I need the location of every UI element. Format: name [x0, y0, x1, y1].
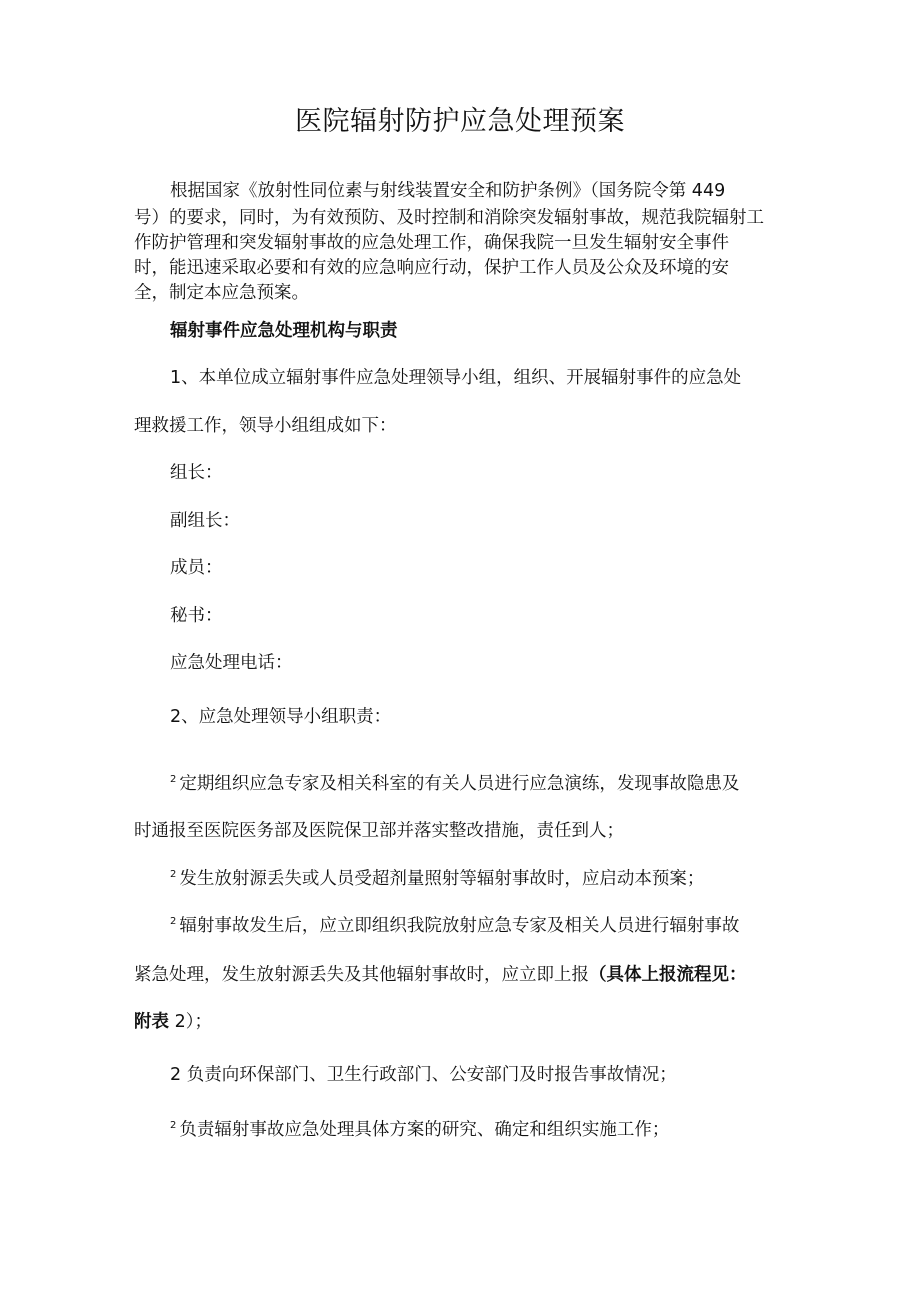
duty-text: 2）；	[169, 1012, 212, 1032]
document-title: 医院辐射防护应急处理预案	[295, 106, 625, 137]
intro-line: 根据国家《放射性同位素与射线装置安全和防护条例》（国务院令第 449	[170, 181, 726, 201]
intro-line: 作防护管理和突发辐射事故的应急处理工作，确保我院一旦发生辐射安全事件	[134, 233, 729, 253]
duty-item	[170, 866, 784, 895]
intro-line: 时，能迅速采取必要和有效的应急响应行动，保护工作人员及公众及环境的安	[134, 258, 729, 278]
bullet-marker: 2	[170, 1120, 177, 1131]
item2-heading: 2、应急处理领导小组职责：	[170, 707, 392, 727]
duty-text: 辐射事故发生后，应立即组织我院放射应急专家及相关人员进行辐射事故	[179, 916, 740, 936]
bullet-marker: 2	[170, 916, 177, 927]
duty-text: 发生放射源丢失或人员受超剂量照射等辐射事故时，应启动本预案；	[179, 869, 705, 889]
intro-line: 号）的要求，同时，为有效预防、及时控制和消除突发辐射事故，规范我院辐射工	[134, 208, 764, 228]
duty-line	[134, 1009, 784, 1035]
item1-line: 理救援工作，领导小组组成如下：	[134, 416, 397, 436]
item1-line: 1、本单位成立辐射事件应急处理领导小组，组织、开展辐射事件的应急处	[170, 368, 742, 388]
bullet-marker: 2	[170, 869, 177, 880]
duty-item: 2 负责向环保部门、卫生行政部门、公安部门及时报告事故情况；	[170, 1065, 677, 1085]
role-leader: 组长：	[170, 463, 223, 483]
duty-line: 时通报至医院医务部及医院保卫部并落实整改措施，责任到人；	[134, 821, 624, 841]
bullet-marker: 2	[170, 774, 177, 785]
duty-text: 负责辐射事故应急处理具体方案的研究、确定和组织实施工作；	[179, 1120, 670, 1140]
duty-text: 定期组织应急专家及相关科室的有关人员进行应急演练，发现事故隐患及	[179, 774, 740, 794]
duty-text: 紧急处理，发生放射源丢失及其他辐射事故时，应立即上报	[134, 965, 589, 985]
duty-item	[170, 913, 784, 942]
role-secretary: 秘书：	[170, 606, 223, 626]
duty-line	[134, 962, 784, 988]
duty-text-bold: 附表	[134, 1012, 169, 1032]
role-members: 成员：	[170, 558, 223, 578]
duty-item	[170, 1117, 784, 1146]
intro-line: 全，制定本应急预案。	[134, 283, 309, 303]
role-phone: 应急处理电话：	[170, 653, 293, 673]
duty-text-bold: （具体上报流程见：	[589, 965, 747, 985]
role-deputy: 副组长：	[170, 511, 240, 531]
section-heading: 辐射事件应急处理机构与职责	[170, 321, 398, 341]
duty-item	[170, 771, 784, 800]
